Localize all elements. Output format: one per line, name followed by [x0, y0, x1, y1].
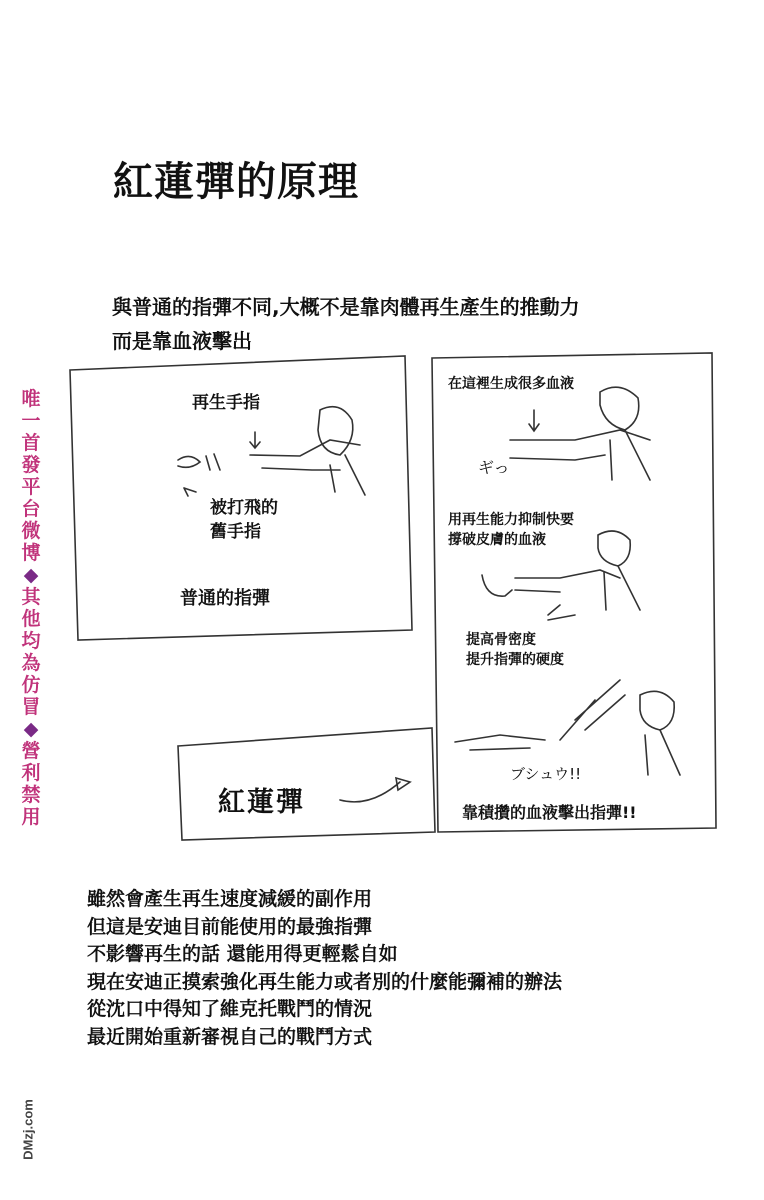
side-char: 發	[21, 454, 41, 476]
side-char: 他	[21, 608, 41, 630]
side-char: 其	[21, 586, 41, 608]
side-char: 為	[21, 652, 41, 674]
page-title: 紅蓮彈的原理	[113, 159, 359, 205]
side-diamond: ◆	[23, 564, 39, 586]
step3-label	[466, 630, 564, 670]
side-char: 一	[21, 410, 41, 432]
summary-line: 現在安迪正摸索強化再生能力或者別的什麼能彌補的辦法	[87, 970, 563, 993]
summary-line: 雖然會產生再生速度減緩的副作用	[87, 888, 373, 910]
side-char: 博	[21, 542, 41, 564]
sfx-gi: ギっ	[478, 458, 510, 477]
intro-line: 與普通的指彈不同,大概不是靠肉體再生產生的推動力	[112, 295, 580, 319]
step2-line: 用再生能力抑制快要	[448, 512, 574, 528]
side-char: 用	[21, 806, 41, 828]
intro-line: 而是靠血液擊出	[112, 329, 252, 353]
step3-line: 提高骨密度	[466, 632, 536, 648]
summary-line: 最近開始重新審視自己的戰鬥方式	[87, 1025, 373, 1048]
side-char: 禁	[21, 784, 41, 806]
flown-finger-line: 舊手指	[210, 522, 261, 542]
technique-name: 紅蓮彈	[218, 787, 305, 818]
side-watermark-text	[16, 388, 46, 828]
side-char: 台	[21, 498, 41, 520]
watermark-logo	[14, 1086, 40, 1182]
watermark-text: DMzj.com	[20, 1099, 36, 1160]
summary-line: 從沈口中得知了維克托戰鬥的情況	[87, 998, 373, 1020]
regen-finger-label: 再生手指	[192, 393, 260, 413]
side-char: 仿	[21, 674, 41, 696]
summary-line: 但這是安迪目前能使用的最強指彈	[87, 915, 373, 938]
side-diamond: ◆	[23, 718, 39, 740]
sfx-bushuu: ブシュウ!!	[510, 765, 582, 783]
step2-label	[448, 510, 574, 550]
side-char: 平	[21, 476, 41, 498]
side-char: 首	[21, 432, 41, 454]
step1-label: 在這裡生成很多血液	[448, 376, 574, 392]
intro-text	[112, 290, 580, 358]
side-char: 營	[21, 740, 41, 762]
side-char: 冒	[21, 696, 41, 718]
side-char: 均	[21, 630, 41, 652]
side-char: 利	[21, 762, 41, 784]
side-char: 唯	[21, 388, 41, 410]
summary-text	[87, 886, 562, 1051]
side-char: 微	[21, 520, 41, 542]
flown-finger-line: 被打飛的	[210, 498, 278, 518]
step3-line: 提升指彈的硬度	[466, 652, 564, 668]
flown-finger-label	[210, 496, 278, 544]
panel-normal-caption: 普通的指彈	[180, 588, 270, 609]
summary-line: 不影響再生的話 還能用得更輕鬆自如	[87, 943, 398, 965]
panel-blood-caption: 靠積攢的血液擊出指彈!!	[462, 803, 637, 822]
step2-line: 撐破皮膚的血液	[448, 532, 546, 548]
